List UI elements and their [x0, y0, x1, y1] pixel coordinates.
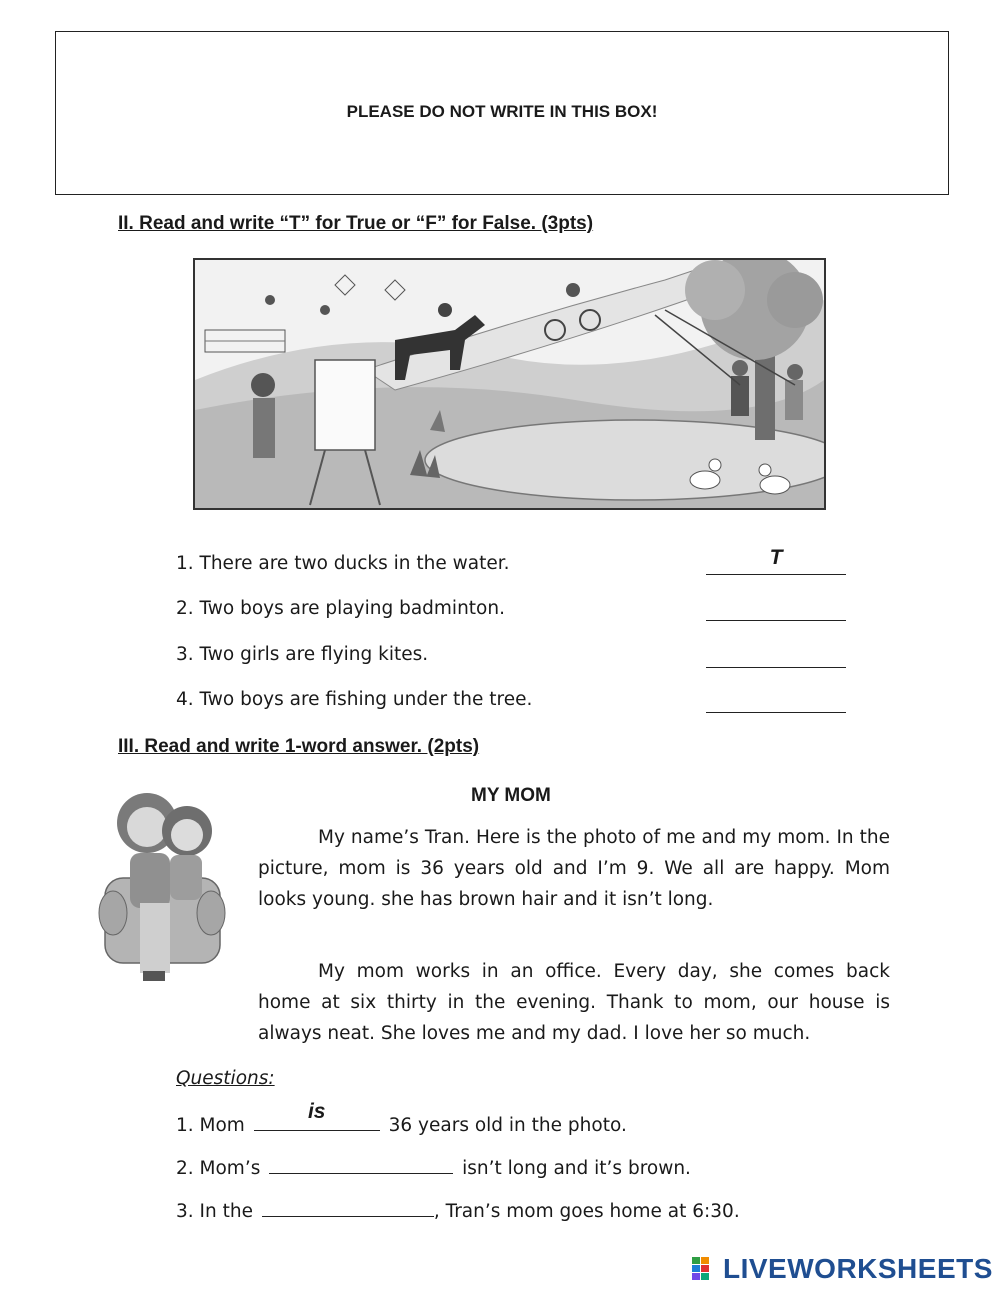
- notice-text: PLEASE DO NOT WRITE IN THIS BOX!: [346, 102, 658, 121]
- answer-blank-4[interactable]: [706, 690, 846, 713]
- answer-blank-3[interactable]: [706, 645, 846, 668]
- notice-box: [55, 31, 949, 195]
- liveworksheets-logo[interactable]: [692, 1254, 993, 1284]
- statement-1: 1. There are two ducks in the water.: [176, 553, 510, 574]
- question-3: [176, 1196, 740, 1222]
- question-3-after: , Tran’s mom goes home at 6:30.: [433, 1201, 740, 1222]
- section-3-heading: III. Read and write 1-word answer. (2pts): [118, 736, 480, 757]
- park-scene-image: [193, 258, 826, 510]
- question-2-before: 2. Mom’s: [176, 1158, 261, 1179]
- statement-3: 3. Two girls are flying kites.: [176, 644, 429, 665]
- question-1: [176, 1100, 627, 1136]
- question-3-before: 3. In the: [176, 1201, 253, 1222]
- question-1-blank[interactable]: [254, 1100, 380, 1131]
- answer-blank-2[interactable]: [706, 598, 846, 621]
- liveworksheets-logo-text: LIVEWORKSHEETS: [723, 1253, 993, 1284]
- passage-paragraph-2: My mom works in an office. Every day, she comes back home at six thirty in the evening. Thank to mom, our house is always neat. She loves me and my dad. I love her so much.: [258, 961, 890, 1044]
- statement-2: 2. Two boys are playing badminton.: [176, 598, 505, 619]
- question-2-blank[interactable]: [269, 1153, 453, 1174]
- statement-4: 4. Two boys are fishing under the tree.: [176, 689, 533, 710]
- question-2: [176, 1153, 691, 1179]
- question-3-blank[interactable]: [262, 1196, 434, 1217]
- answer-blank-1[interactable]: [706, 546, 846, 575]
- passage-title: MY MOM: [471, 785, 551, 806]
- park-scene-drawing: [195, 260, 824, 508]
- section-2-heading: II. Read and write “T” for True or “F” for False. (3pts): [118, 213, 594, 234]
- questions-label: Questions:: [176, 1068, 275, 1089]
- question-1-after: 36 years old in the photo.: [388, 1115, 627, 1136]
- passage-paragraph-1: My name’s Tran. Here is the photo of me and my mom. In the picture, mom is 36 years old and I’m 9. We all are happy. Mom looks young. she has brown hair and it isn’t long.: [258, 827, 890, 910]
- liveworksheets-logo-icon: [692, 1257, 720, 1281]
- question-2-after: isn’t long and it’s brown.: [462, 1158, 691, 1179]
- question-1-answer: is: [307, 1100, 326, 1123]
- question-1-before: 1. Mom: [176, 1115, 245, 1136]
- answer-value-1: T: [769, 546, 783, 569]
